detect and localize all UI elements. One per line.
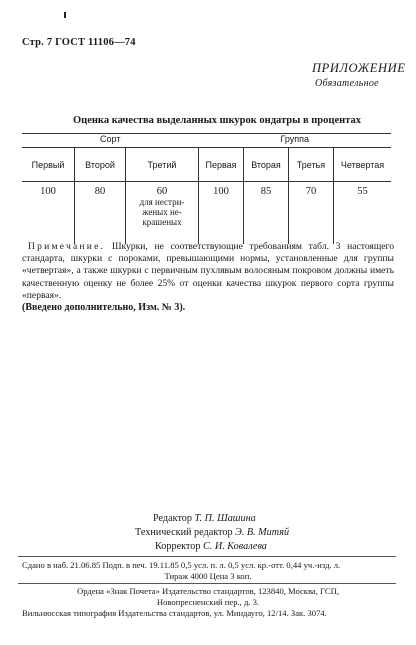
editor-name: Т. П. Шашина bbox=[194, 513, 256, 524]
tech-editor-label: Технический редактор bbox=[135, 527, 233, 538]
cell-first: 100 bbox=[22, 182, 75, 245]
printer-line-1: Ордена «Знак Почета» Издательство стандартов, 123840, Москва, ГСП, bbox=[77, 586, 339, 596]
table-title: Оценка качества выделанных шкурок ондатры в процентах bbox=[73, 115, 361, 126]
group-sort-header: Сорт bbox=[22, 134, 199, 148]
corrector-line bbox=[155, 540, 289, 554]
table-note bbox=[22, 241, 394, 314]
cell-second: 80 bbox=[75, 182, 126, 245]
imprint-divider bbox=[18, 556, 396, 557]
table-column-header bbox=[22, 148, 391, 182]
printer-divider bbox=[18, 583, 396, 584]
imprint-line-1: Сдано в наб. 21.06.85 Подп. в печ. 19.11.85 0,5 усл. п. л. 0,5 усл. кр.-отт. 0,44 уч.-изд. л. bbox=[22, 560, 341, 570]
editor-line bbox=[153, 512, 289, 526]
col-header-first: Первый bbox=[22, 148, 75, 182]
note-introduced: (Введено дополнительно, Изм. № 3). bbox=[22, 302, 186, 314]
imprint-block bbox=[22, 560, 394, 582]
col-header-second: Второй bbox=[75, 148, 126, 182]
printer-line-2: Новопресненский пер., д. 3. bbox=[156, 597, 260, 607]
cell-grade-2: 85 bbox=[244, 182, 289, 245]
cell-third-note-1: для нестри- bbox=[139, 197, 185, 207]
credits-block bbox=[135, 512, 289, 554]
col-header-third: Третий bbox=[126, 148, 199, 182]
note-text: Шкурки, не соответствующие требованиям табл. 3 настоящего стандарта, шкурки с пороками, превышающими нормы, установленные для группы «четвертая», а также шкурки с первичным пухлявым волосяным покровом должны иметь качественную оценку не более 25% от оценки качества шкурок первого сорта группы «первая». bbox=[22, 241, 394, 301]
col-header-grade-2: Вторая bbox=[244, 148, 289, 182]
cell-third bbox=[126, 182, 199, 245]
group-grade-header: Группа bbox=[199, 134, 392, 148]
page-header: Стр. 7 ГОСТ 11106—74 bbox=[22, 37, 136, 48]
col-header-grade-1: Первая bbox=[199, 148, 244, 182]
cell-third-note-3: крашеных bbox=[142, 217, 182, 227]
editor-label: Редактор bbox=[153, 513, 192, 524]
cell-grade-1: 100 bbox=[199, 182, 244, 245]
col-header-grade-4: Четвертая bbox=[334, 148, 392, 182]
printer-block bbox=[22, 586, 394, 619]
quality-table bbox=[22, 133, 391, 244]
appendix-title: ПРИЛОЖЕНИЕ bbox=[312, 61, 406, 75]
cell-grade-4: 55 bbox=[334, 182, 392, 245]
col-header-grade-3: Третья bbox=[289, 148, 334, 182]
cell-third-value: 60 bbox=[156, 186, 168, 197]
appendix-subtitle: Обязательное bbox=[315, 78, 379, 89]
tech-editor-line bbox=[135, 526, 289, 540]
cell-third-note-2: женых не- bbox=[142, 207, 182, 217]
imprint-line-2: Тираж 4000 Цена 3 коп. bbox=[164, 571, 252, 581]
table-row bbox=[22, 182, 391, 245]
note-lead: Примечание. bbox=[28, 241, 106, 252]
tech-editor-name: Э. В. Митяй bbox=[235, 527, 290, 538]
table-group-header bbox=[22, 134, 391, 148]
printer-line-3: Вильнюсская типография Издательства стандартов, ул. Миндауго, 12/14. Зак. 3074. bbox=[22, 608, 327, 618]
corrector-name: С. И. Ковалева bbox=[202, 541, 267, 552]
corrector-label: Корректор bbox=[155, 541, 201, 552]
cell-grade-3: 70 bbox=[289, 182, 334, 245]
scan-speck bbox=[64, 12, 66, 18]
